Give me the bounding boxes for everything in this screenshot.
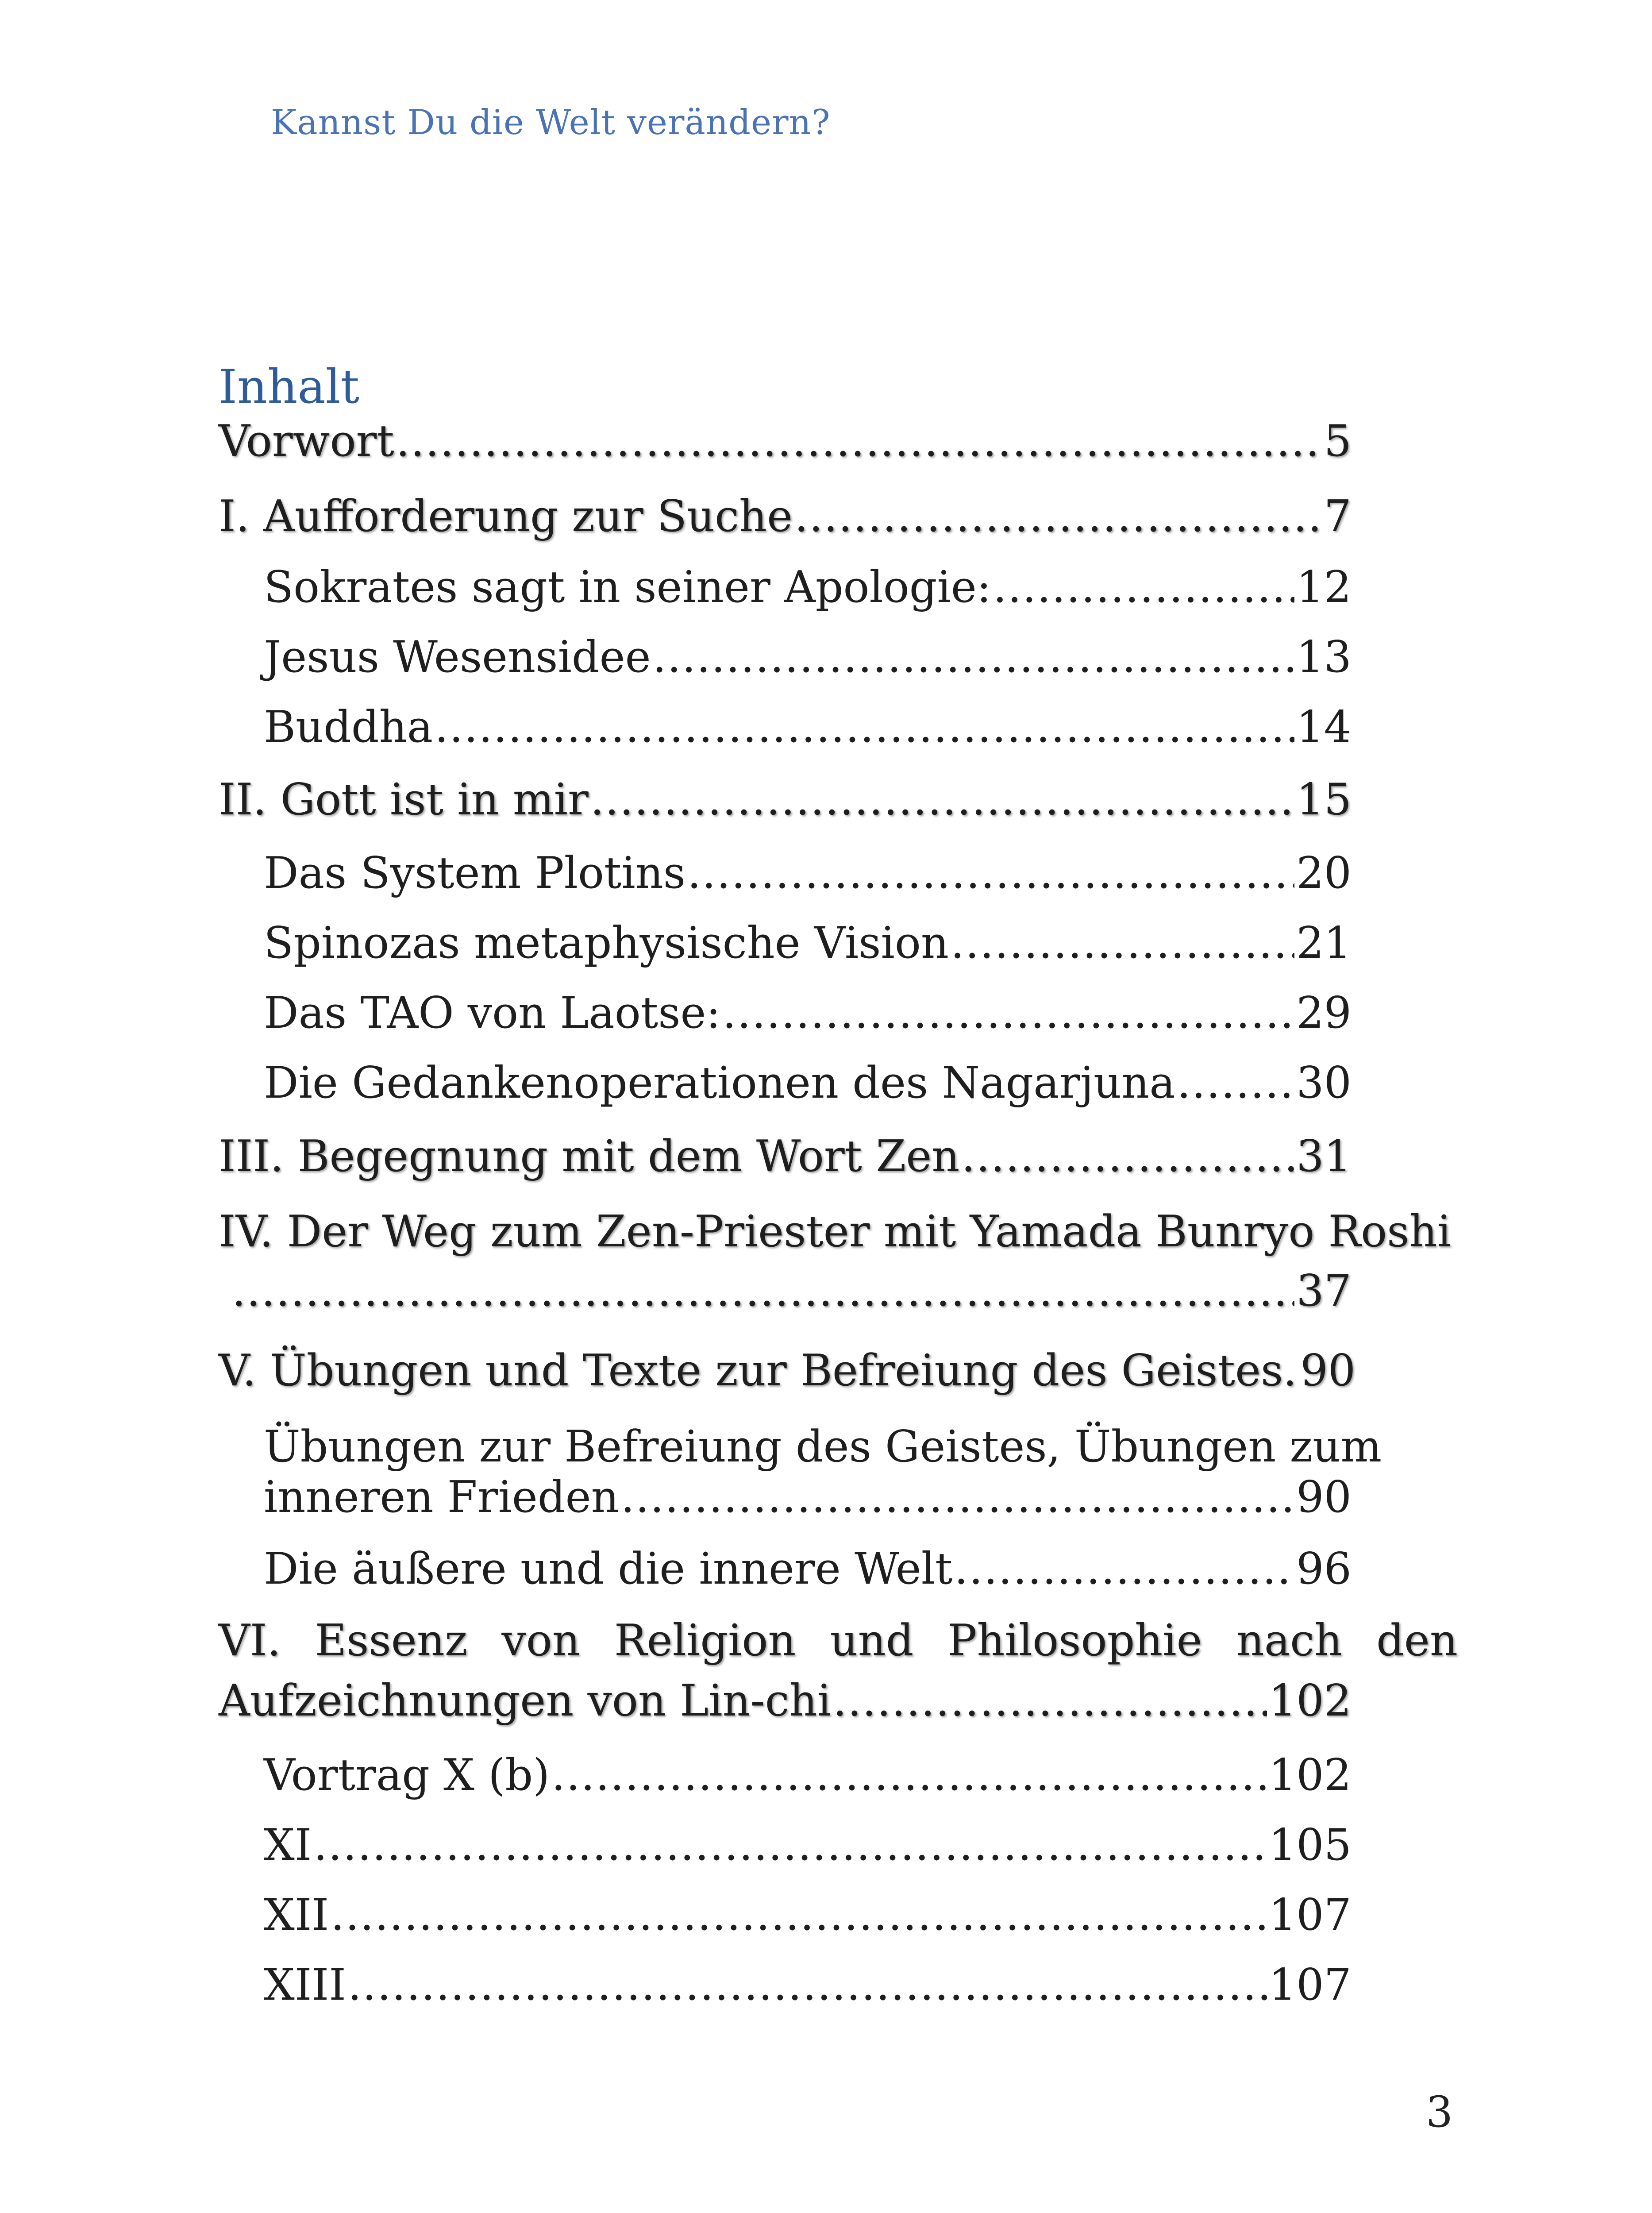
word: von [501,1615,580,1666]
toc-entry-chapter-5[interactable] [219,1346,1356,1396]
toc-entry-page: 102 [1268,1750,1352,1800]
toc-entry-leader-line [219,1676,1352,1726]
toc-entry-xii[interactable] [264,1890,1352,1940]
toc-entry-title: XI [264,1820,312,1870]
word: Essenz [315,1615,468,1666]
toc-entry-page: 31 [1296,1131,1352,1182]
toc-entry-title: Sokrates sagt in seiner Apologie: [264,562,991,613]
toc-entry-title: Jesus Wesensidee [264,632,651,682]
toc-entry-leader-line [230,1266,1352,1316]
dot-leader [833,1676,1267,1726]
toc-entry-chapter-3[interactable] [219,1131,1352,1182]
toc-entry-buddha[interactable] [264,702,1352,752]
dot-leader [961,1131,1294,1182]
toc-entry-page: 96 [1296,1544,1352,1594]
word: Philosophie [947,1615,1202,1666]
toc-entry-title-line2: Aufzeichnungen von Lin-chi [219,1676,832,1726]
dot-leader [653,632,1295,682]
toc-entry-tao[interactable] [264,988,1352,1038]
toc-entry-page: 102 [1268,1676,1352,1726]
word: Religion [614,1615,796,1666]
toc-entry-leader-line [264,1472,1352,1523]
toc-entry-page: 12 [1296,562,1352,613]
dot-leader [551,1750,1267,1800]
dot-leader [954,1544,1294,1594]
toc-entry-page: 37 [1296,1266,1352,1316]
toc-entry-title: I. Aufforderung zur Suche [219,491,793,542]
toc-entry-vortrag-x[interactable] [264,1750,1352,1800]
toc-entry-title: IV. Der Weg zum Zen-Priester mit Yamada Bunryo Roshi [219,1207,1451,1257]
toc-entry-chapter-2[interactable] [219,775,1352,825]
toc-entry-title: Vorwort [219,416,394,467]
toc-entry-page: 7 [1324,491,1352,542]
dot-leader [313,1820,1267,1870]
toc-entry-page: 5 [1324,416,1352,467]
toc-entry-title: Buddha [264,702,433,752]
dot-leader [1177,1058,1295,1108]
toc-entry-page: 15 [1296,775,1352,825]
toc-entry-title-line1: Übungen zur Befreiung des Geistes, Übungen zum [264,1422,1382,1472]
toc-entry-page: 30 [1296,1058,1352,1108]
toc-entry-xiii[interactable] [264,1960,1352,2010]
dot-leader [621,1472,1295,1523]
dot-leader [331,1890,1267,1940]
toc-entry-jesus[interactable] [264,632,1352,682]
word: nach [1236,1615,1343,1666]
toc-entry-spinoza[interactable] [264,918,1352,968]
word: und [830,1615,914,1666]
toc-entry-page: 13 [1296,632,1352,682]
toc-entry-title: Die äußere und die innere Welt [264,1544,953,1594]
toc-entry-page: 105 [1268,1820,1352,1870]
toc-entry-page: 29 [1296,988,1352,1038]
toc-entry-xi[interactable] [264,1820,1352,1870]
toc-entry-sokrates[interactable] [264,562,1352,613]
toc-entry-plotin[interactable] [264,848,1352,898]
toc-entry-vorwort[interactable] [219,416,1352,467]
page-number: 3 [1426,2087,1453,2137]
toc-entry-title: V. Übungen und Texte zur Befreiung des Geistes. [219,1346,1297,1396]
dot-leader [794,491,1322,542]
toc-entry-chapter-1[interactable] [219,491,1352,542]
toc-entry-title-line2: inneren Frieden [264,1472,619,1523]
toc-entry-page: 14 [1296,702,1352,752]
toc-entry-page: 20 [1296,848,1352,898]
toc-entry-page: 90 [1300,1346,1356,1396]
toc-entry-title: XIII [264,1960,346,2010]
dot-leader [687,848,1294,898]
toc-entry-title: II. Gott ist in mir [219,775,589,825]
toc-entry-page: 90 [1296,1472,1352,1523]
dot-leader [993,562,1294,613]
running-header: Kannst Du die Welt verändern? [271,103,831,143]
toc-entry-page: 107 [1268,1890,1352,1940]
toc-entry-title: Vortrag X (b) [264,1750,550,1800]
dot-leader [590,775,1294,825]
dot-leader [396,416,1322,467]
toc-entry-title-line1 [219,1615,1458,1666]
word: den [1376,1615,1458,1666]
toc-entry-title: III. Begegnung mit dem Wort Zen [219,1131,960,1182]
toc-entry-title: Spinozas metaphysische Vision [264,918,949,968]
dot-leader [348,1960,1267,2010]
dot-leader [232,1266,1294,1316]
toc-entry-aeussere-innere-welt[interactable] [264,1544,1352,1594]
toc-entry-title: Das TAO von Laotse: [264,988,721,1038]
toc-entry-page: 107 [1268,1960,1352,2010]
toc-entry-title: Die Gedankenoperationen des Nagarjuna [264,1058,1175,1108]
dot-leader [723,988,1295,1038]
word: VI. [219,1615,281,1666]
toc-heading: Inhalt [219,359,360,414]
toc-entry-page: 21 [1296,918,1352,968]
toc-entry-nagarjuna[interactable] [264,1058,1352,1108]
toc-entry-title: XII [264,1890,329,1940]
toc-entry-title: Das System Plotins [264,848,686,898]
dot-leader [951,918,1294,968]
dot-leader [435,702,1294,752]
